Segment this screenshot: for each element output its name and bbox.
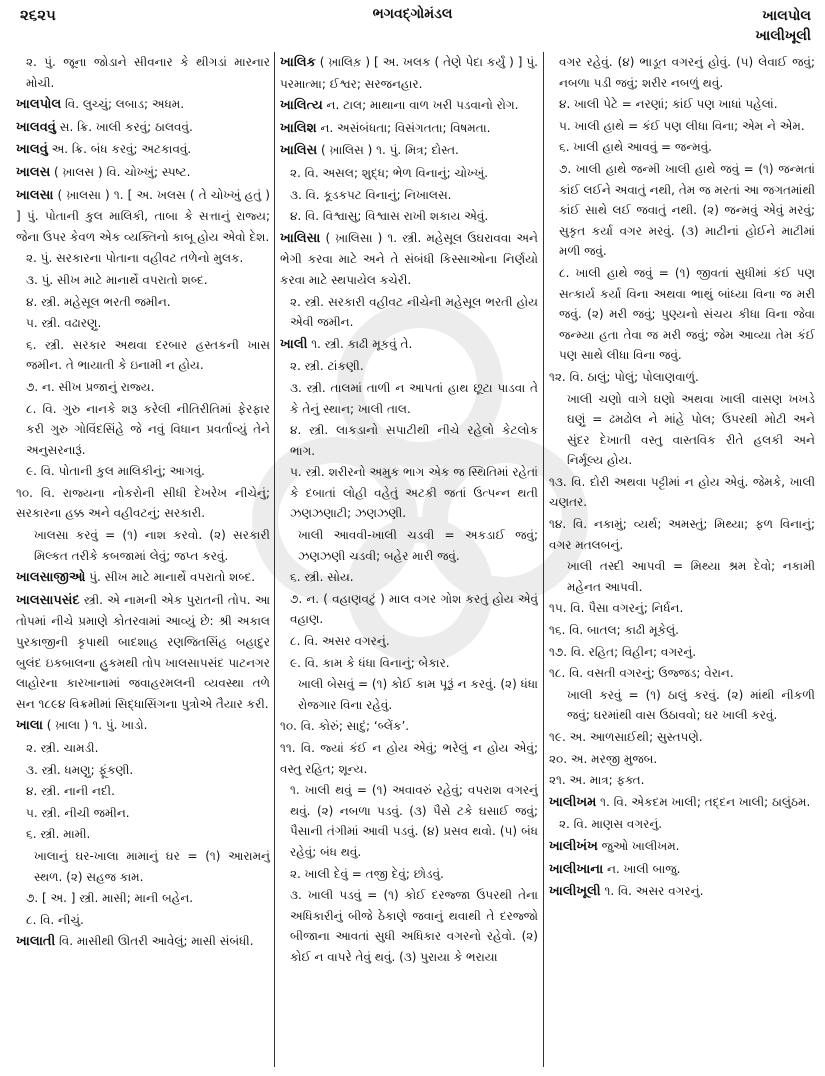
entry-sense [549,367,815,388]
definition-text: ૧૦. વિ. રાજ્યના નોકરોની સીધી દેખરેખ નીચેનું; સરકારના હક્ક અને વહીવટનું; સરકારી. [16,485,270,521]
entry-sense [16,525,270,566]
headword: ખાલપોલ [16,97,62,113]
entry-sense [280,378,538,419]
definition-text: ૪. ખાલી પેટે = નરણાં; કાંઈ પણ ખાધાં પહેલાં. [559,97,778,112]
dictionary-entry [549,859,815,881]
definition-text: ૮. ખાલી હાથે જવું = (૧) જીવતાં સુધીમાં કંઈ પણ સત્કાર્ય કર્યા વિના અથવા ભાથું બાંધ્યા વિના જ મરી જવું. (૨) મરી જવું; પુણ્યનો સંચય કીધા વિના જેવા જન્મ્યા હતા તેવા જ મરી જવું; જેમ આવ્યા તેમ કંઈ પણ સાથે લીધા વિના જવું. [559,265,815,363]
entry-sense [16,910,270,931]
entry-sense [549,598,815,619]
definition-text: પું. સીખ માટે માનાર્થે વપરાતો શબ્દ. [85,570,256,585]
definition-text: ૧૮. વિ. વસતી વગરનું; ઉજ્જડ; વેરાન. [549,666,734,681]
headword: ખાલવવું [16,119,56,135]
entry-sense [16,483,270,524]
definition-text: ૨. પું. સરકારના પોતાના વહીવટ તળેનો મુલક. [26,251,244,266]
entry-sense [16,760,270,781]
definition-text: ખાલી કરવું = (૧) ઠાલું કરવું. (૨) માંથી નીકળી જવું; ઘરમાંથી વાસ ઉઠાવવો; ઘર ખાલી કરવું. [567,687,815,723]
entry-sense [549,52,815,93]
dictionary-entry [280,140,538,162]
definition-text: ( ખ઼ાલસ ) વિ. ચોખ્ખું; સ્પષ્ટ. [50,164,191,179]
definition-text: ૫. સ્ત્રી. વઢારણુ. [26,316,102,331]
definition-text: સ્ત્રી. એ નામની એક પુરાતની તોપ. આ તોપમાં નીચે પ્રમાણે કોતરવામાં આવ્યું છે: શ્રી અકાલ પુરકાજીની કૃપાથી બાદશાહ રણજિતસિંહ બહાદુર બુલંદ ઇકબાલના હુકમથી તોપ ખાલસાપસંદ પાટનગર લાહોરના કારખાનામાં જવાહરમલની વ્યવસ્થા તળે સન ૧૮૯૪ વિક્રમીમાં સિદ્ધાસિંગના પુત્રોએ તૈયાર કરી. [16,592,270,711]
definition-text: ૧૧. વિ. જ્યાં કંઈ ન હોય એવું; ભરેલું ન હોય એવું; વસ્તુ રહિત; શૂન્ય. [280,741,538,776]
page-header [0,0,825,48]
headword: ખાલીખૂલી [549,884,601,900]
definition-text: ૨૧. અ. માત્ર; ફક્ત. [549,773,645,788]
definition-text: ૫. સ્ત્રી. નીચી જમીન. [26,805,130,820]
entry-sense [280,885,538,967]
definition-text: ૨. સ્ત્રી. ટાંકણી. [290,359,364,374]
entry-sense [549,159,815,262]
entry-sense [549,727,815,748]
definition-text: ૪. સ્ત્રી. લાકડાનો સપાટીથી નીચે રહેલો કેટલોક ભાગ. [290,423,538,458]
entry-sense [549,472,815,513]
dictionary-entry [16,117,270,139]
entry-sense [280,631,538,652]
definition-text: વિ. લુચ્ચું; લબાડ; અધમ. [61,97,185,112]
definition-text: ૭. ન. સીખ પ્રજાનું રાજ્ય. [26,379,155,394]
entry-sense [549,663,815,684]
entry-sense [280,462,538,524]
definition-text: ૩. વિ. કૂડકપટ વિનાનું; નિખાલસ. [290,187,452,202]
definition-text: ખાલી તસ્દી આપવી = મિથ્યા શ્રમ દેવો; નકામી મહેનત આપવી. [567,559,815,594]
definition-text: ૧૫. વિ. પૈસા વગરનું; નિર્ધન. [549,601,684,616]
definition-text: ૧. વિ. અસર વગરનું. [600,884,704,899]
headword: ખાલસાજીઓ [16,570,86,586]
headword: ખાલિસા [280,230,321,246]
definition-text: ૪. સ્ત્રી. મહેસૂલ ભરતી જમીન. [26,294,171,309]
definition-text: ૧૯. અ. આળસાઈથી; સુસ્તપણે. [549,730,703,744]
entry-sense [16,738,270,759]
entry-sense [280,589,538,630]
headword: ખાલિત્ય [280,98,323,114]
definition-text: ૮. વિ. ગુરુ નાનકે શરૂ કરેલી નીતિરીતિમાં ફેરફાર કરી ગુરુ ગોવિંદસિંહે જે નવું વિધાન પ્રવર્તાવ્યું તેને અનુસરનારૂં. [26,401,270,457]
definition-text: ૬. ખાલી હાથે આવવું = જન્મવું. [559,140,712,155]
entry-sense [549,94,815,115]
definition-text: ૪. વિ. વિશ્વાસુ; વિશ્વાસ રાખી શકાય એવું. [290,209,489,224]
entry-sense [549,514,815,555]
column-right [549,52,815,1070]
column-divider [274,52,275,1067]
definition-text: ( ખ઼ાલા ) ૧. પું. ખાડો. [42,718,148,733]
entry-sense [16,292,270,313]
entry-sense [16,248,270,269]
headword: ખાલસ [16,164,51,180]
column-left [16,52,270,1070]
definition-text: ૫. ખાલી હાથે = કંઈ પણ લીધા વિના; એમ ને એમ. [559,118,805,133]
headword: ખાલા [16,718,43,734]
definition-text: સ. ક્રિ. ખાલી કરવું; ઠાલવવું. [55,119,193,134]
definition-text: ૯. વિ. કામ કે ધંધા વિનાનું; બેકાર. [290,655,450,670]
definition-text: ૩. સ્ત્રી. તાલમાં તાળી ન આપતાં હાથ છૂટા પાડવા તે કે તેનું સ્થાન; ખાલી તાલ. [290,380,538,416]
definition-text: ૬. સ્ત્રી. મામી. [26,827,91,842]
headword: ખાલસા [16,187,54,203]
dictionary-entry [16,139,270,161]
entry-sense [549,389,815,471]
entry-sense [280,780,538,862]
dictionary-entry [16,94,270,116]
dictionary-entry [16,931,270,953]
entry-sense [280,356,538,377]
entry-sense [549,749,815,770]
definition-text: ૨૦. અ. મરજી મુજબ. [549,751,658,766]
headword: ખાલસાપસંદ [16,592,80,608]
entry-sense [16,313,270,334]
entry-sense [549,137,815,158]
definition-text: ૮. વિ. અસર વગરનું. [290,634,390,649]
definition-text: ન. ટાલ; માથાના વાળ ખરી પડવાનો રોગ. [322,98,519,113]
definition-text: ( ખ઼ાલિસા ) ૧. સ્ત્રી. મહેસૂલ ઉઘરાવવા અને ભેગી કરવા માટે અને તે સંબંધી કિસ્સાઓના નિર્ણયો કરવા માટે સ્થપાયેલ કચેરી. [280,230,538,287]
dictionary-entry [280,52,538,94]
entry-sense [16,377,270,398]
entry-sense [549,814,815,835]
definition-text: વગર રહેવું. (૪) ભાડૂત વગરનું હોવું. (૫) લેવાઈ જવું; નબળા પડી જવું; શરીર નબળું થવું. [559,55,815,90]
definition-text: ૨. વિ. માણસ વગરનું. [559,817,663,832]
dictionary-entry [16,567,270,589]
entry-sense [280,716,538,737]
definition-text: ૮. વિ. નીચું. [26,912,84,927]
headword: ખાલિશ [280,120,317,136]
definition-text: ખાલી બેસવું = (૧) કોઈ કામ પૂરૂં ન કરવું. (૨) ધંધા રોજગાર વિના રહેવું. [298,677,538,712]
dictionary-entry [549,881,815,903]
definition-text: જુઓ ખાલીખમ. [597,838,680,853]
entry-sense [280,567,538,588]
definition-text: ૨. વિ. અસલ; શુદ્ધ; ભેળ વિનાનું; ચોખ્ખું. [290,165,489,180]
entry-sense [280,674,538,715]
headword: ખાલીખંખ [549,838,598,854]
dictionary-entry [280,95,538,117]
dictionary-entry [280,118,538,140]
entry-sense [16,335,270,376]
definition-text: વિ. માસીથી ઊતરી આવેલું; માસી સંબંધી. [55,934,254,949]
definition-text: ૩. ખાલી પડવું = (૧) કોઈ દરજ્જા ઉપરથી તેના અધિકારીનું બીજે ઠેકાણે જવાનું થવાથી તે દરજ્જો બીજાના આવતાં સુધી અધિકાર વગરનો રહેવો. (૨) કોઈ ન વાપરે તેવું થવું. (૩) પુરાયા કે ભરાયા [290,888,538,964]
headword: ખાલીખમ [549,794,597,810]
definition-text: ૧૭. વિ. રહિત; વિહીન; વગરનું. [549,644,697,659]
definition-text: ૨. સ્ત્રી. સરકારી વહીવટ નીચેની મહેસૂલ ભરતી હોય એવી જમીન. [290,294,538,330]
headword: ખાલીખાના [549,861,604,877]
headword: ખાલવું [16,142,48,158]
entry-sense [280,864,538,885]
running-title: ભગવદ્ગોમંડલ [372,6,453,22]
definition-text: ૨. ખાલી દેવું = તજી દેવું; છોડવું. [290,866,444,881]
definition-text: ૧. સ્ત્રી. કાઢી મૂકવું તે. [307,336,413,351]
dictionary-entry [16,162,270,184]
definition-text: અ. ક્રિ. બંધ કરવું; અટકાવવું. [47,142,192,157]
guide-word-first: ખાલપોલ [762,8,811,24]
definition-text: ૬. સ્ત્રી. સરકાર અથવા દરબાર હસ્તકની ખાસ જમીન. તે ભાયાતી કે ઇનામી ન હોય. [26,337,270,373]
guide-words [755,6,811,46]
definition-text: ૯. વિ. પોતાની કુલ માલિકીનું; આગવું. [26,464,205,479]
entry-sense [16,803,270,824]
entry-sense [549,685,815,726]
entry-sense [280,185,538,206]
entry-sense [280,738,538,779]
entry-sense [280,206,538,227]
dictionary-entry [280,228,538,291]
column-middle [280,52,538,1070]
entry-sense [16,270,270,291]
entry-sense [280,420,538,461]
entry-sense [16,846,270,887]
entry-sense [549,263,815,366]
definition-text: ૩. સ્ત્રી. ધમણુ; ફૂંકણી. [26,762,134,777]
definition-text: ૭. ખાલી હાથે જન્મી ખાલી હાથે જવું = (૧) જન્મતાં કાંઈ લઈને અવાતું નથી, તેમ જ મરતાં આ જગતમાંથી કાંઈ સાથે લઈ જવાતું નથી. (૨) જન્મવું એવું મરવું; સુકૃત કર્યા વગર મરવું. (૩) માટીનાં હોઈને માટીમાં મળી જવું. [559,161,815,259]
definition-text: ૫. સ્ત્રી. શરીરનો અમુક ભાગ એક જ સ્થિતિમાં રહેતાં કે દબાતાં લોહી વહેતું અટકી જતાં ઉત્પન્ન થતી ઝણઝણાટી; ઝણઝણી. [290,465,538,521]
headword: ખાલિક [280,55,316,70]
entry-sense [280,292,538,333]
dictionary-entry [549,792,815,814]
entry-sense [549,642,815,663]
definition-text: ( ખ઼ાલિસ ) ૧. પું. મિત્ર; દોસ્ત. [317,143,459,158]
dictionary-entry [549,836,815,858]
definition-text: ૭. ન. ( વહાણવટું ) માલ વગર ગોશ કરતું હોય એવું વહાણ. [290,591,538,627]
entry-sense [549,770,815,791]
definition-text: ૧૨. વિ. ઠાલું; પોલું; પોલાણવાળું. [549,369,699,384]
definition-text: ખાલી ચણો વાગે ઘણો અથવા ખાલી વાસણ ખખડે ઘણું = ઢમઢોલ ને માંહે પોલ; ઉપરથી મોટી અને સુંદર દેખાતી વસ્તુ વાસ્તવિક રીતે હલકી અને નિર્મૂલ્ય હોય. [567,391,815,468]
dictionary-entry [280,334,538,356]
dictionary-entry [16,715,270,737]
page-number: ૨૬૨૫ [20,6,56,24]
definition-text: ૬. સ્ત્રી. સોય. [290,570,354,585]
definition-text: ખાલસા કરવું = (૧) નાશ કરવો. (૨) સરકારી મિલ્કત તરીકે કબજામાં લેવું; જપ્ત કરવું. [34,528,270,563]
headword: ખાલાતી [16,934,56,950]
definition-text: ૧. વિ. એકદમ ખાલી; તદ્દન ખાલી; ઠાલુંઠમ. [596,794,811,809]
definition-text: ન. ખાલી બાજુ. [603,861,681,876]
dictionary-entry [16,185,270,248]
definition-text: ૧૪. વિ. નકામું; વ્યર્થ; અમસ્તું; મિથ્યા; ફળ વિનાનું; વગર મતલબનું. [549,517,815,552]
definition-text: ૧૩. વિ. દોરી અથવા પટ્ટીમાં ન હોય એવું. જેમકે, ખાલી ચણતર. [549,474,815,510]
entry-sense [549,116,815,137]
entry-sense [16,399,270,461]
entry-sense [549,620,815,641]
definition-text: ૨. સ્ત્રી. ચામડી. [26,741,99,755]
definition-text: ૭. [ અ. ] સ્ત્રી. માસી; માની બહેન. [26,891,194,906]
entry-sense [280,163,538,184]
column-divider [543,52,544,1067]
entry-sense [16,888,270,909]
entry-sense [549,556,815,597]
headword: ખાલી [280,336,308,352]
definition-text: ૩. પું. સીખ માટે માનાર્થે વપરાતો શબ્દ. [26,272,208,287]
entry-sense [16,781,270,802]
definition-text: ૧૬. વિ. બાતલ; કાઢી મૂકેલું. [549,623,679,638]
definition-text: ૨. પું. જૂના જોડાને સીવનાર કે થીગડાં મારનાર મોચી. [26,55,270,90]
guide-word-last: ખાલીખૂલી [755,28,811,44]
entry-sense [280,653,538,674]
definition-text: ખાલાનું ઘર-ખાલા મામાનું ઘર = (૧) આરામનું સ્થળ. (૨) સહજ કામ. [34,848,270,884]
entry-sense [16,824,270,845]
entry-sense [280,525,538,566]
definition-text: ન. અસંબંધતા; વિસંગતતા; વિષમતા. [316,120,491,135]
definition-text: ૧. ખાલી થવું = (૧) અવાવરું રહેવું; વપરાશ વગરનું થવું. (૨) નબળા પડવું. (૩) પૈસે ટકે ઘસાઈ જવું; પૈસાની તંગીમાં આવી પડવું. (૪) પ્રસવ થવો. (૫) બંધ રહેવું; બંધ થવું. [290,783,538,859]
definition-text: ૧૦. વિ. કોરું; સાદું; ‘બ્લેંક’. [280,719,410,734]
definition-text: ( ખ઼ાલસા ) ૧. [ અ. ખલસ ( તે ચોખ્ખું હતું ) ] પું. પોતાની કુલ માલિકી, તાબા કે સત્તાનું રાજ્ય; જેના ઉપર કેવળ એક વ્યક્તિનો કાબૂ હોય એવો દેશ. [16,187,270,244]
definition-text: ( ખ઼ાલિક઼ ) [ અ. ખલક ( તેણે પેદા કર્યું ) ] પું. પરમાત્મા; ઈશ્વર; સરજનહાર. [280,55,538,91]
definition-text: ખાલી આવવી-ખાલી ચડવી = અકડાઈ જવું; ઝણઝણી ચડવી; બહેર મારી જવું. [298,528,538,563]
definition-text: ૪. સ્ત્રી. નાની નદી. [26,784,115,799]
headword: ખાલિસ [280,143,318,159]
entry-sense [16,52,270,93]
dictionary-entry [16,590,270,715]
entry-sense [16,461,270,482]
